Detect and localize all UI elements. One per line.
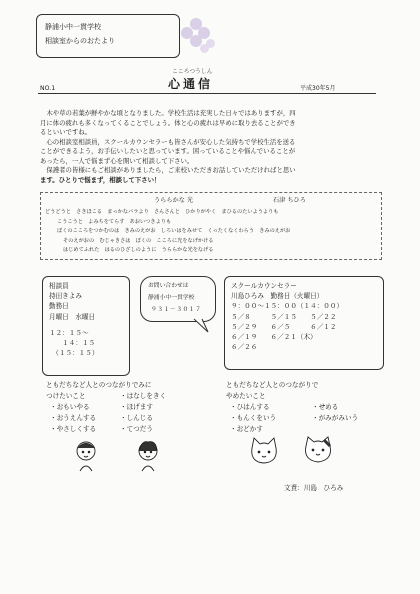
- stop-item: ・せめる: [312, 403, 339, 411]
- stop-actions-title: やめたいこと: [226, 391, 266, 400]
- stop-actions: [226, 380, 386, 433]
- issue-date: 平成30年5月: [300, 85, 336, 92]
- counselor-role: 相談員: [49, 282, 69, 290]
- stop-item: ・がみがみいう: [312, 414, 359, 422]
- body-text: [40, 109, 385, 185]
- poem-line: ぼくのこころをつかむのは きみのえがお しろいはをみせて くったくなくわらう きみのえがお: [57, 228, 291, 234]
- sc-hours: ９：００～１５：００（１４：００）: [231, 302, 344, 311]
- contact-phone: ９３１－３０１７: [151, 307, 202, 313]
- sc-dates: ６／２６: [231, 343, 258, 352]
- hours-line: （１５：１５）: [49, 349, 99, 358]
- newsletter-title: 心通信: [168, 77, 214, 91]
- stop-actions-title: ともだちなど人とのつながりで: [226, 381, 319, 389]
- good-item: ・ほげます: [120, 403, 153, 411]
- good-item: ・やさしくする: [50, 425, 97, 433]
- contact-bubble: [140, 276, 216, 322]
- title-ruby: こころつうしん: [172, 69, 213, 75]
- paragraph-line: るといいですね。: [40, 128, 92, 136]
- header-box: [36, 14, 180, 58]
- sc-dates: ５／８ ５／１５ ５／２２: [231, 312, 337, 321]
- contact-school: 静浦小中一貫学校: [148, 295, 195, 301]
- paragraph-line: ます。ひとりで悩まず，相談して下さい！: [40, 175, 161, 184]
- bubble-tail: [192, 318, 212, 334]
- good-item: ・はなしをきく: [120, 392, 167, 400]
- school-name: 静浦小中一貫学校: [45, 23, 101, 31]
- good-actions-title: ともだちなど人とのつながりでみに: [46, 381, 152, 389]
- children-illustration: [74, 437, 164, 477]
- issue-number: NO.1: [40, 85, 56, 92]
- poem-line: こうこうと よみちをてらす あおいつきよりも: [57, 218, 172, 225]
- credit: 文責：川島 ひろみ: [284, 484, 344, 492]
- paragraph-line: ことができるよう，お手伝いしたいと思っています。困っていることや悩んでいることが: [40, 147, 296, 155]
- contact-heading: お問い合わせは: [148, 283, 189, 289]
- good-item: ・てつだう: [120, 425, 153, 433]
- workday-label: 勤務日: [49, 302, 69, 311]
- cats-illustration: [248, 436, 344, 472]
- poem-line: はじめてふれた はるのひざしのように うららかな光をなげる: [63, 247, 214, 253]
- sc-role: スクールカウンセラー: [231, 282, 297, 290]
- school-counselor-box: [224, 276, 384, 370]
- paragraph-line: 心の相談室相談員，スクールカウンセラーも皆さんが安心した気持ちで学校生活を送る: [40, 137, 296, 146]
- hours-line: １４：１５: [49, 339, 96, 348]
- poem-line: そのえがおの むじゃきさは ぼくの こころに光をなげかける: [63, 237, 214, 244]
- stop-item: ・もんくをいう: [230, 414, 277, 422]
- poem-line: どうどうと さきほこる まっかなバラより さんさんと ひかりがやく まひるのたいようよりも: [45, 209, 279, 215]
- clover-icon: [178, 16, 218, 60]
- counselor-name: 持田きよみ: [49, 292, 82, 301]
- good-actions-title: つけたいこと: [46, 391, 86, 400]
- good-item: ・しんじる: [120, 414, 153, 422]
- paragraph-line: 保護者の皆様にもご相談がありましたら，ご来校いただきお話していただければと思い: [40, 166, 296, 174]
- poem-title: うららかな 光: [154, 197, 194, 204]
- hours-line: １２：１５～: [49, 328, 89, 337]
- school-counselor-info: [231, 281, 343, 352]
- paragraph-line: あったら，一人で悩まず心を開いて相談して下さい。: [40, 156, 194, 165]
- newsletter-subtitle: 相談室からのおたより: [45, 37, 115, 45]
- good-item: ・おもいやる: [50, 403, 90, 411]
- paragraph-line: 木や草の若葉が鮮やかな頃となりました。学校生活は充実した日々ではありますが，四: [40, 109, 296, 117]
- sc-dates: ６／１９ ６／２１（木）: [231, 333, 317, 342]
- counselor-info: [49, 281, 98, 358]
- sc-dates: ５／２９ ６／５ ６／１２: [231, 322, 337, 331]
- sc-name-day: 川島ひろみ 勤務日（火曜日）: [231, 292, 324, 301]
- poem-box: [40, 192, 382, 260]
- stop-item: ・おどかす: [230, 425, 263, 433]
- good-item: ・おうえんする: [50, 414, 97, 422]
- good-actions: [46, 380, 216, 433]
- stop-item: ・ひはんする: [230, 403, 270, 411]
- paragraph-line: 月に体の疲れも多くなってくることでしょう。体と心の疲れは早めに取り去ることができ: [40, 118, 296, 127]
- poem-author: 石津 ちひろ: [273, 197, 306, 204]
- workdays: 月曜日 水曜日: [49, 312, 96, 321]
- header-rule: [38, 93, 376, 94]
- counselor-box: [42, 276, 130, 376]
